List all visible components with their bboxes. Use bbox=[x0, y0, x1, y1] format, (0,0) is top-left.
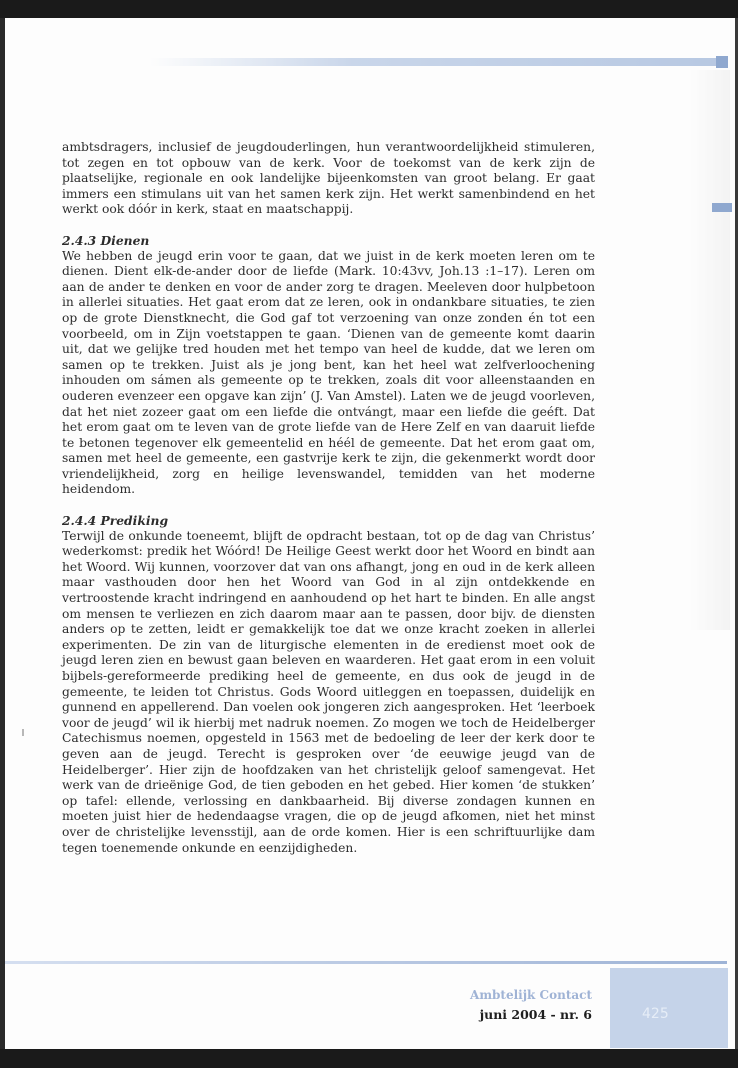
header-band-marker bbox=[716, 56, 728, 68]
magazine-title: Ambtelijk Contact bbox=[470, 988, 592, 1002]
page-number-box bbox=[610, 968, 728, 1048]
scan-border-bottom bbox=[0, 1049, 738, 1068]
section-text-prediking: Terwijl de onkunde toeneemt, blijft de opdracht bestaan, tot op de dag van Christus’ wederkomst: predik het Wóórd! De Heilige Geest werkt door het Woord en bindt aan het Woord. Wij kunnen, voorzover dat van ons afhangt, jong en oud in de kerk alleen maar vasthouden door hen het Woord van God in al zijn ontdekkende en vertroostende kracht indringend en aanhoudend op het hart te binden. En alle angst om mensen te verliezen en zich daarom maar aan te passen, door bijv. de diensten anders op te zetten, leidt er gemakkelijk toe dat we onze kracht zoeken in allerlei experimenten. De zin van de liturgische elementen in de eredienst moet ook de jeugd leren zien en bewust gaan beleven en waarderen. Het gaat erom in een voluit bijbels-gereformeerde prediking heel de gemeente, en dus ook de jeugd in de gemeente, te leiden tot Christus. Gods Woord uitleggen en toepassen, duidelijk en gunnend en appellerend. Dan voelen ook jongeren zich aangesproken. Het ‘leerboek voor de jeugd’ wil ik hierbij met nadruk noemen. Zo mogen we toch de Heidelberger Catechismus noemen, opgesteld in 1563 met de bedoeling de leer der kerk door te geven aan de jeugd. Terecht is gesproken over ‘de eeuwige jeugd van de Heidelberger’. Hier zijn de hoofdzaken van het christelijk geloof samengevat. Het werk van de drieënige God, de tien geboden en het gebed. Hier komen ‘de stukken’ op tafel: ellende, verlossing en dankbaarheid. Bij diverse zondagen kunnen en moeten juist hier de hedendaagse vragen, die op de jeugd afkomen, niet het minst over de christelijke levensstijl, aan de orde komen. Hier is een schriftuurlijke dam tegen toenemende onkunde en eenzijdigheden. bbox=[62, 528, 595, 855]
section-text-dienen: We hebben de jeugd erin voor te gaan, dat we juist in de kerk moeten leren om te dienen. Dient elk-de-ander door de liefde (Mark. 10:43vv, Joh.13 :1–17). Leren om aan de ander te denken en voor de ander zorg te dragen. Meeleven door hulpbetoon in allerlei situaties. Het gaat erom dat ze leren, ook in ondankbare situaties, te zien op de grote Dienstknecht, die God gaf tot verzoening van onze zonden én tot een voorbeeld, om in Zijn voetstappen te gaan. ‘Dienen van de gemeente komt daarin uit, dat we gelijke tred houden met het tempo van heel de kudde, dat we leren om samen op te trekken. Juist als je jong bent, kan het heel wat zelfverloochening inhouden om sámen als gemeente op te trekken, zoals dit voor alleenstaanden en ouderen evenzeer een opgave kan zijn’ (J. Van Amstel). Laten we de jeugd voorleven, dat het niet zozeer gaat om een liefde die ontvángt, maar een liefde die geéft. Dat het erom gaat om te leven van de grote liefde van de Here Zelf en van daaruit liefde te betonen tegenover elk gemeentelid en héél de gemeente. Dat het erom gaat om, samen met heel de gemeente, een gastvrije kerk te zijn, die gekenmerkt wordt door vriendelijkheid, zorg en heilige levenswandel, temidden van het moderne heidendom. bbox=[62, 248, 595, 497]
side-tab-marker bbox=[712, 203, 732, 212]
section-heading-dienen: 2.4.3 Dienen bbox=[62, 232, 150, 248]
bleed-through-shade bbox=[690, 70, 730, 630]
issue-label: juni 2004 - nr. 6 bbox=[479, 1007, 592, 1022]
footer-rule bbox=[5, 961, 727, 964]
header-color-band bbox=[150, 58, 728, 66]
scan-border-top bbox=[0, 0, 738, 18]
article-body bbox=[62, 140, 595, 856]
intro-paragraph: ambtsdragers, inclusief de jeugdouderlingen, hun verantwoordelijkheid stimuleren, tot zegen en tot opbouw van de kerk. Voor de toekomst van de kerk zijn de plaatselijke, regionale en ook landelijke bijeenkomsten van groot belang. Er gaat immers een stimulans uit van het samen kerk zijn. Het werkt samenbindend en het werkt ook dóór in kerk, staat en maatschappij. bbox=[62, 140, 595, 217]
margin-mark bbox=[22, 729, 24, 736]
page-number: 425 bbox=[642, 1006, 669, 1022]
section-heading-prediking: 2.4.4 Prediking bbox=[62, 513, 169, 529]
